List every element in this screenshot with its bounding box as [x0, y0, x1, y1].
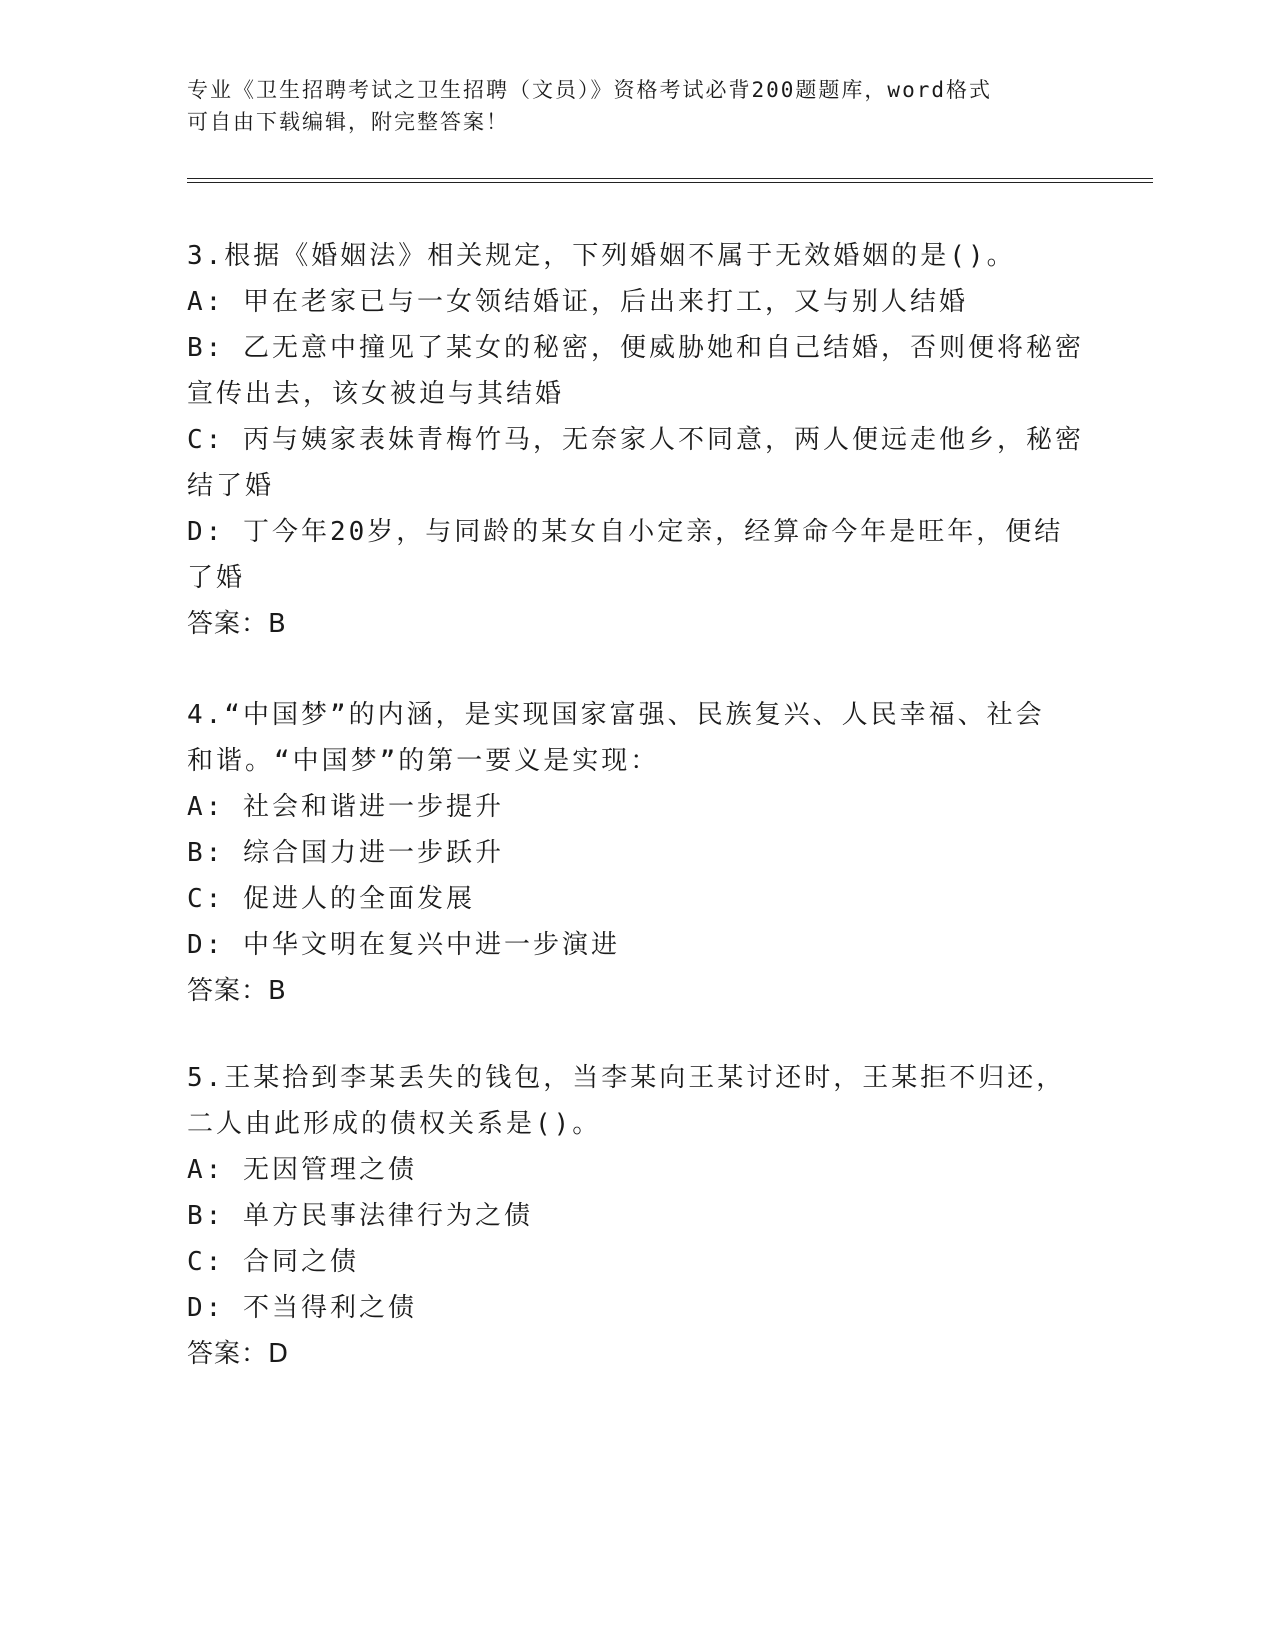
answer-line: 答案：D: [187, 1339, 290, 1369]
question-block: [187, 233, 1087, 647]
question-stem: 4.“中国梦”的内涵，是实现国家富强、民族复兴、人民幸福、社会: [187, 700, 1045, 730]
option-c: C: 促进人的全面发展: [187, 884, 475, 914]
question-stem: 5.王某拾到李某丢失的钱包，当李某向王某讨还时，王某拒不归还，: [187, 1063, 1066, 1093]
option-d: D: 中华文明在复兴中进一步演进: [187, 930, 620, 960]
option-a: A: 甲在老家已与一女领结婚证，后出来打工，又与别人结婚: [187, 287, 968, 317]
header-divider: [187, 178, 1153, 183]
option-b-continuation: 宣传出去，该女被迫与其结婚: [187, 379, 565, 409]
answer-line: 答案：B: [187, 976, 287, 1006]
question-stem-continuation: 和谐。“中国梦”的第一要义是实现：: [187, 746, 660, 776]
option-b: B: 乙无意中撞见了某女的秘密，便威胁她和自己结婚，否则便将秘密: [187, 333, 1084, 363]
header-line: 可自由下载编辑，附完整答案！: [187, 110, 509, 134]
question-stem: 3.根据《婚姻法》相关规定，下列婚姻不属于无效婚姻的是()。: [187, 241, 1016, 271]
option-c-continuation: 结了婚: [187, 471, 275, 501]
option-d-continuation: 了婚: [187, 563, 246, 593]
option-b: B: 综合国力进一步跃升: [187, 838, 504, 868]
answer-line: 答案：B: [187, 609, 287, 639]
question-block: [187, 1055, 1087, 1377]
option-c: C: 合同之债: [187, 1247, 359, 1277]
document-header: [187, 74, 1067, 138]
option-b: B: 单方民事法律行为之债: [187, 1201, 533, 1231]
option-d: D: 丁今年20岁，与同龄的某女自小定亲，经算命今年是旺年，便结: [187, 517, 1064, 547]
question-stem-continuation: 二人由此形成的债权关系是()。: [187, 1109, 602, 1139]
option-d: D: 不当得利之债: [187, 1293, 417, 1323]
option-c: C: 丙与姨家表妹青梅竹马，无奈家人不同意，两人便远走他乡，秘密: [187, 425, 1084, 455]
header-line: 专业《卫生招聘考试之卫生招聘（文员）》资格考试必背200题题库，word格式: [187, 78, 992, 102]
option-a: A: 无因管理之债: [187, 1155, 417, 1185]
option-a: A: 社会和谐进一步提升: [187, 792, 504, 822]
question-block: [187, 692, 1087, 1014]
